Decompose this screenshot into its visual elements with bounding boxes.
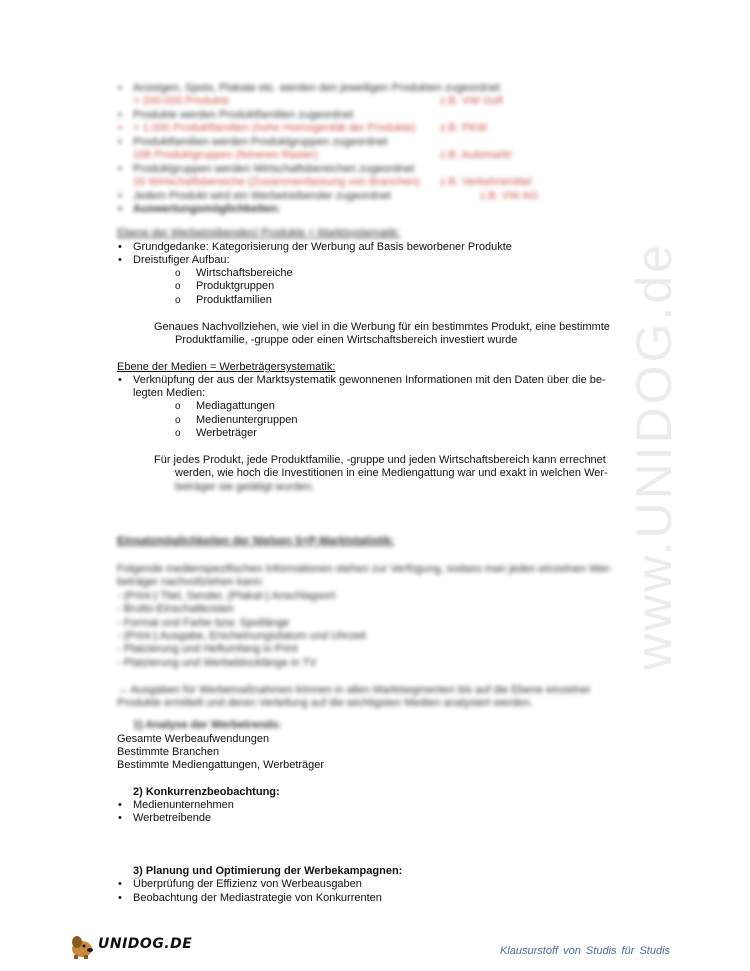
blurred-line: > 200.000 Produkte [133,95,230,107]
blurred-line: Produkte ermittelt und deren Verteilung auf die wichtigsten Medien analysiert werden. [117,697,533,709]
list-item: • Medienunternehmen [133,799,234,812]
paragraph-line: werden, wie hoch die Investitionen in eine Mediengattung war und exakt in welchen Wer- [175,467,608,479]
blurred-line: - Format und Farbe bzw. Spotlänge [117,617,290,629]
blurred-line: - (Print-) Titel, Sender, (Plakat-) Anschlagsort [117,590,336,602]
sub-list-item: o Produktgruppen [196,280,274,293]
list-item: • Werbetreibende [133,812,211,825]
blurred-note: z.B. Automarkt [440,149,512,161]
blurred-line: Folgende medienspezifischen Informationen stehen zur Verfügung, sodass man jeden einzelnen Wer- [117,563,613,575]
blurred-line: • Jedem Produkt wird ein Werbetreibender zugeordnet [133,190,391,203]
sub-list-item: o Produktfamilien [196,294,272,307]
blurred-line: - Brutto-Einschaltkosten [117,603,234,615]
subheading: 3) Planung und Optimierung der Werbekampagnen: [133,865,403,877]
footer-tagline: Klausurstoff von Studis für Studis [500,945,671,957]
sub-list-item: o Wirtschaftsbereiche [196,267,293,280]
section-heading: Ebene der Medien = Werbeträgersystematik: [117,361,336,373]
sub-list-item: o Medienuntergruppen [196,414,298,427]
list-item: • Dreistufiger Aufbau: [133,254,230,267]
blurred-line: • > 1.000 Produktfamilien (hohe Homogenität der Produkte) [133,122,415,135]
dog-icon [68,932,96,960]
list-item: • Beobachtung der Mediastrategie von Konkurrenten [133,892,382,905]
blurred-note: z.B. VW AG [480,190,539,202]
blurred-line: - (Print-) Ausgabe, Erscheinungsdatum und Uhrzeit [117,630,366,642]
paragraph-line: Genaues Nachvollziehen, wie viel in die Werbung für ein bestimmtes Produkt, eine bestimmte [154,321,610,333]
watermark [626,242,700,670]
subheading: 2) Konkurrenzbeobachtung: [133,786,280,798]
blurred-line: - Platzierung und Werbeblocklänge in TV [117,657,317,669]
blurred-line: 26 Wirtschaftsbereiche (Zusammenfassung von Branchen) [133,176,420,188]
text-line: Bestimmte Mediengattungen, Werbeträger [117,759,325,771]
blurred-subheading: 1) Analyse der Werbetrends: [133,719,282,731]
list-item: • Überprüfung der Effizienz von Werbeausgaben [133,878,362,891]
blurred-line: • Anzeigen, Spots, Plakate etc. werden den jeweiligen Produkten zugeordnet [133,82,500,95]
paragraph-line: Produktfamilie, -gruppe oder einen Wirtschaftsbereich investiert wurde [175,334,518,346]
logo-text: UNIDOG.DE [98,936,193,952]
blurred-line: - Platzierung und Heftumfang in Print [117,643,298,655]
text-line: Bestimmte Branchen [117,746,220,758]
blurred-heading: Ebene der Werbetreibenden/ Produkte = Marktsystematik: [117,227,401,239]
blurred-line: beträger nachvollziehen kann: [117,576,264,588]
watermark-text: www.UNIDOG.de [626,242,682,670]
paragraph-line: beträger sie getätigt wurden. [175,481,315,493]
text-line: Gesamte Werbeaufwendungen [117,733,270,745]
sub-list-item: o Werbeträger [196,427,257,440]
blurred-line: • Produktgruppen werden Wirtschaftsbereichen zugeordnet [133,163,414,176]
blurred-note: z.B. Verkehrsmittel [440,176,532,188]
blurred-line: • Auswertungsmöglichkeiten: [133,203,280,216]
blurred-line: → Ausgaben für Werbemaßnahmen können in allen Marktsegmenten bis auf die Ebene einzelner [117,684,591,696]
paragraph-line: Für jedes Produkt, jede Produktfamilie, -gruppe und jeden Wirtschaftsbereich kann errechnet [154,454,606,466]
blurred-note: z.B. VW Golf [440,95,503,107]
list-item: • Grundgedanke: Kategorisierung der Werbung auf Basis beworbener Produkte [133,241,512,254]
sub-list-item: o Mediagattungen [196,400,275,413]
list-item: • Verknüpfung der aus der Marktsystematik gewonnenen Informationen mit den Daten über die be- [133,374,606,387]
blurred-line: • Produkte werden Produktfamilien zugeordnet [133,109,353,122]
blurred-line: • Produktfamilien werden Produktgruppen zugeordnet [133,136,387,149]
blurred-note: z.B. PKW [440,122,488,134]
list-item-continued: legten Medien: [133,387,206,399]
blurred-line: 166 Produktgruppen (feineres Raster) [133,149,318,161]
blurred-heading: Einsatzmöglichkeiten der Nielsen S+P-Marktstatistik: [117,535,395,547]
unidog-logo [68,930,193,962]
